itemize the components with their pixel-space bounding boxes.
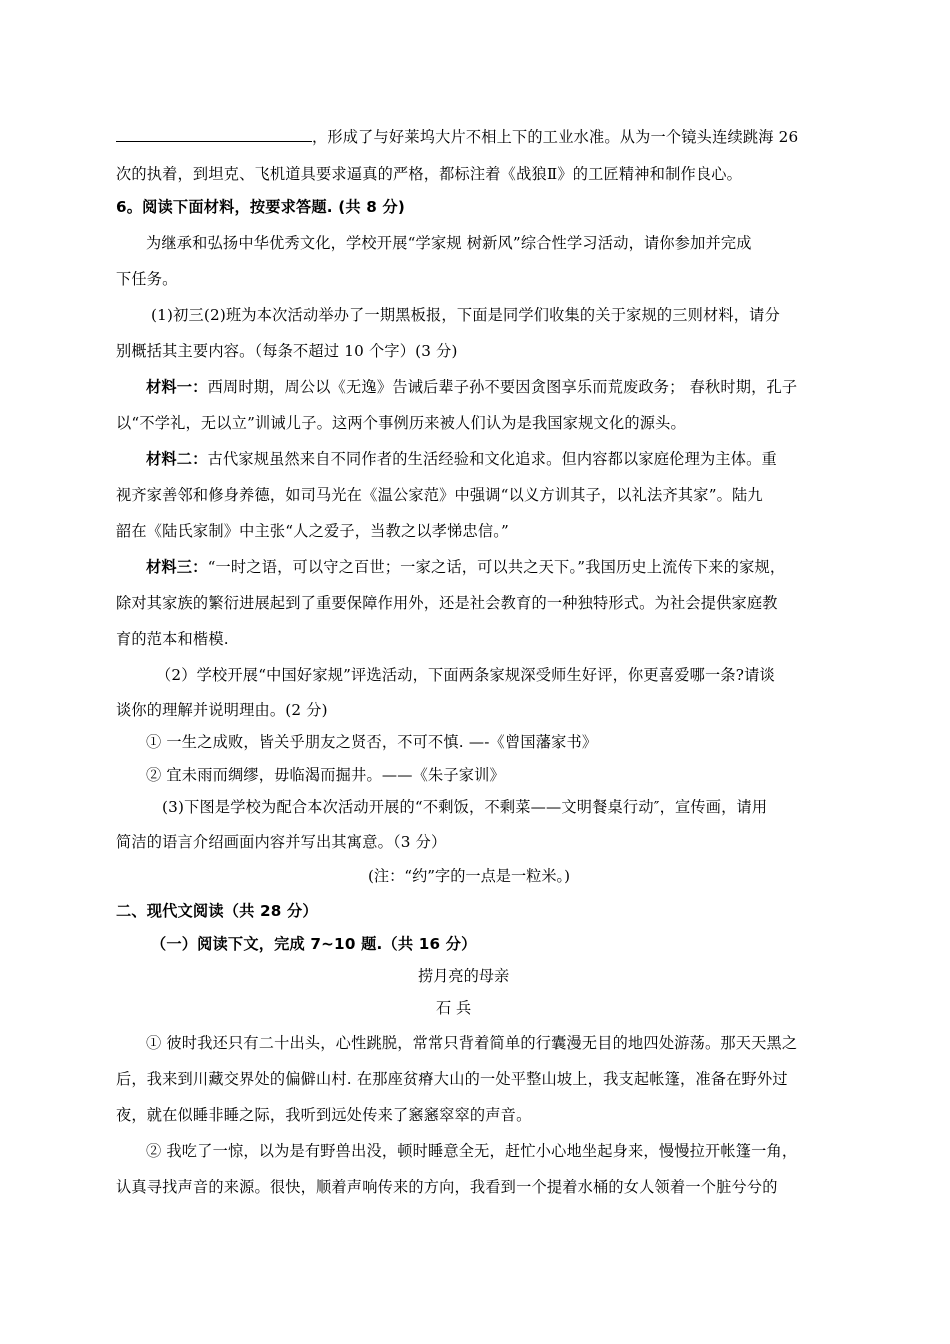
text-line: 认真寻找声音的来源。很快，顺着声响传来的方向，我看到一个提着水桶的女人领着一个脏兮兮的 [116,1178,778,1196]
paragraph-1: ① 彼时我还只有二十出头，心性跳脱，常常只背着简单的行囊漫无目的地四处游荡。那天天黑之 [146,1034,798,1052]
paragraph-2: ② 我吃了一惊，以为是有野兽出没，顿时睡意全无，赶忙小心地坐起身来，慢慢拉开帐篷一角， [146,1142,798,1160]
text-line: 夜，就在似睡非睡之际，我听到远处传来了窸窸窣窣的声音。 [116,1106,532,1124]
text-line [116,126,798,147]
text-line: 视齐家善邻和修身养德，如司马光在《温公家范》中强调“以义方训其子，以礼法齐其家”。陆九 [116,486,763,504]
text-line: 简洁的语言介绍画面内容并写出其寓意。（3 分） [116,833,447,851]
note: (注：“约”字的一点是一粒米。) [368,867,571,885]
text-line: 韶在《陆氏家制》中主张“人之爱子，当教之以孝悌忠信。” [116,522,510,540]
text-line: (1)初三(2)班为本次活动举办了一期黑板报，下面是同学们收集的关于家规的三则材料，请分 [151,306,780,324]
text-line: 别概括其主要内容。（每条不超过 10 个字）(3 分) [116,342,458,360]
text-line: 后，我来到川藏交界处的偏僻山村. 在那座贫瘠大山的一处平整山坡上，我支起帐篷，准备在野外过 [116,1070,788,1088]
section-heading: 二、现代文阅读（共 28 分） [116,902,318,920]
text-line: 除对其家族的繁衍进展起到了重要保障作用外，还是社会教育的一种独特形式。为社会提供家庭教 [116,594,778,612]
subsection-heading: （一）阅读下文，完成 7~10 题.（共 16 分） [151,935,477,953]
text-line: 为继承和弘扬中华优秀文化，学校开展“学家规 树新风”综合性学习活动，请你参加并完成 [146,234,752,252]
material-label: 材料二： [146,450,208,468]
family-rule-1: ① 一生之成败，皆关乎朋友之贤否，不可不慎. —-《曾国藩家书》 [146,733,598,751]
essay-title: 捞月亮的母亲 [418,967,510,985]
text-line: 以“不学礼，无以立”训诫儿子。这两个事例历来被人们认为是我国家规文化的源头。 [116,414,686,432]
text-line: 次的执着，到坦克、飞机道具要求逼真的严格，都标注着《战狼Ⅱ》的工匠精神和制作良心。 [116,165,743,183]
essay-author: 石 兵 [436,999,472,1017]
material-1 [146,377,797,397]
question-6-heading: 6。阅读下面材料，按要求答题. (共 8 分) [116,198,406,216]
text-line: (3)下图是学校为配合本次活动开展的“不剩饭，不剩菜——文明餐桌行动″，宣传画，请用 [162,798,768,816]
text-segment: ，形成了与好莱坞大片不相上下的工业水准。从为一个镜头连续跳海 26 [312,128,799,146]
answer-blank[interactable] [116,126,312,142]
text-segment: 古代家规虽然来自不同作者的生活经验和文化追求。但内容都以家庭伦理为主体。重 [207,450,777,468]
text-line: 谈你的理解并说明理由。(2 分) [116,701,328,719]
material-label: 材料一： [146,378,208,396]
material-label: 材料三： [146,558,208,576]
text-segment: 西周时期，周公以《无逸》告诫后辈子孙不要因贪图享乐而荒废政务； 春秋时期，孔子 [207,378,798,396]
text-line: （2）学校开展“中国好家规”评选活动，下面两条家规深受师生好评，你更喜爱哪一条?请谈 [156,666,775,684]
material-2 [146,449,777,469]
material-3 [146,557,785,577]
text-segment: “一时之语，可以守之百世；一家之话，可以共之天下。”我国历史上流传下来的家规， [207,558,786,576]
family-rule-2: ② 宜未雨而绸缪，毋临渴而掘井。——《朱子家训》 [146,766,505,784]
text-line: 育的范本和楷模. [116,630,229,648]
text-line: 下任务。 [116,270,178,288]
